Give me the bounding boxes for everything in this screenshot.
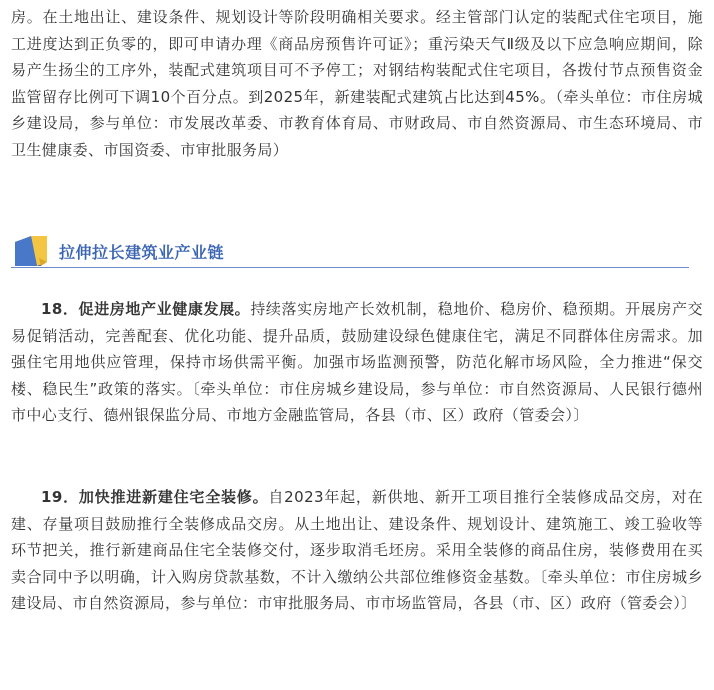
- intro-paragraph: 房。在土地出让、建设条件、规划设计等阶段明确相关要求。经主管部门认定的装配式住宅项目，施工进度达到正负零的，即可申请办理《商品房预售许可证》；重污染天气Ⅱ级及以下应急响应期间，除易产生扬尘的工序外，装配式建筑项目可不予停工；对钢结构装配式住宅项目，各拨付节点预售资金监管留存比例可下调10个百分点。到2025年，新建装配式建筑占比达到45%。（牵头单位：市住房城乡建设局，参与单位：市发展改革委、市教育体育局、市财政局、市自然资源局、市生态环境局、市卫生健康委、市国资委、市审批服务局）: [11, 8, 703, 159]
- item-18-lead: 18．促进房地产业健康发展。: [41, 300, 251, 318]
- section-title: 拉伸拉长建筑业产业链: [59, 243, 225, 262]
- item-19-paragraph: [11, 484, 703, 617]
- section-header: [11, 232, 691, 270]
- item-18-body: 持续落实房地产长效机制，稳地价、稳房价、稳预期。开展房产交易促销活动，完善配套、优化功能、提升品质，鼓励建设绿色健康住宅，满足不同群体住房需求。加强住宅用地供应管理，保持市场供需平衡。加强市场监测预警，防范化解市场风险，全力推进“保交楼、稳民生”政策的落实。〔牵头单位：市住房城乡建设局，参与单位：市自然资源局、人民银行德州市中心支行、德州银保监分局、市地方金融监管局，各县（市、区）政府（管委会）〕: [11, 300, 703, 424]
- section-divider: [11, 267, 689, 268]
- item-18-paragraph: [11, 296, 703, 429]
- item-19-body: 自2023年起，新供地、新开工项目推行全装修成品交房，对在建、存量项目鼓励推行全装修成品交房。从土地出让、建设条件、规划设计、建筑施工、竣工验收等环节把关，推行新建商品住宅全装修交付，逐步取消毛坯房。采用全装修的商品住房，装修费用在买卖合同中予以明确，计入购房贷款基数，不计入缴纳公共部位维修资金基数。〔牵头单位：市住房城乡建设局、市自然资源局，参与单位：市审批服务局、市市场监管局，各县（市、区）政府（管委会）〕: [11, 488, 703, 612]
- document-icon: [11, 232, 51, 268]
- item-19-lead: 19．加快推进新建住宅全装修。: [41, 488, 269, 506]
